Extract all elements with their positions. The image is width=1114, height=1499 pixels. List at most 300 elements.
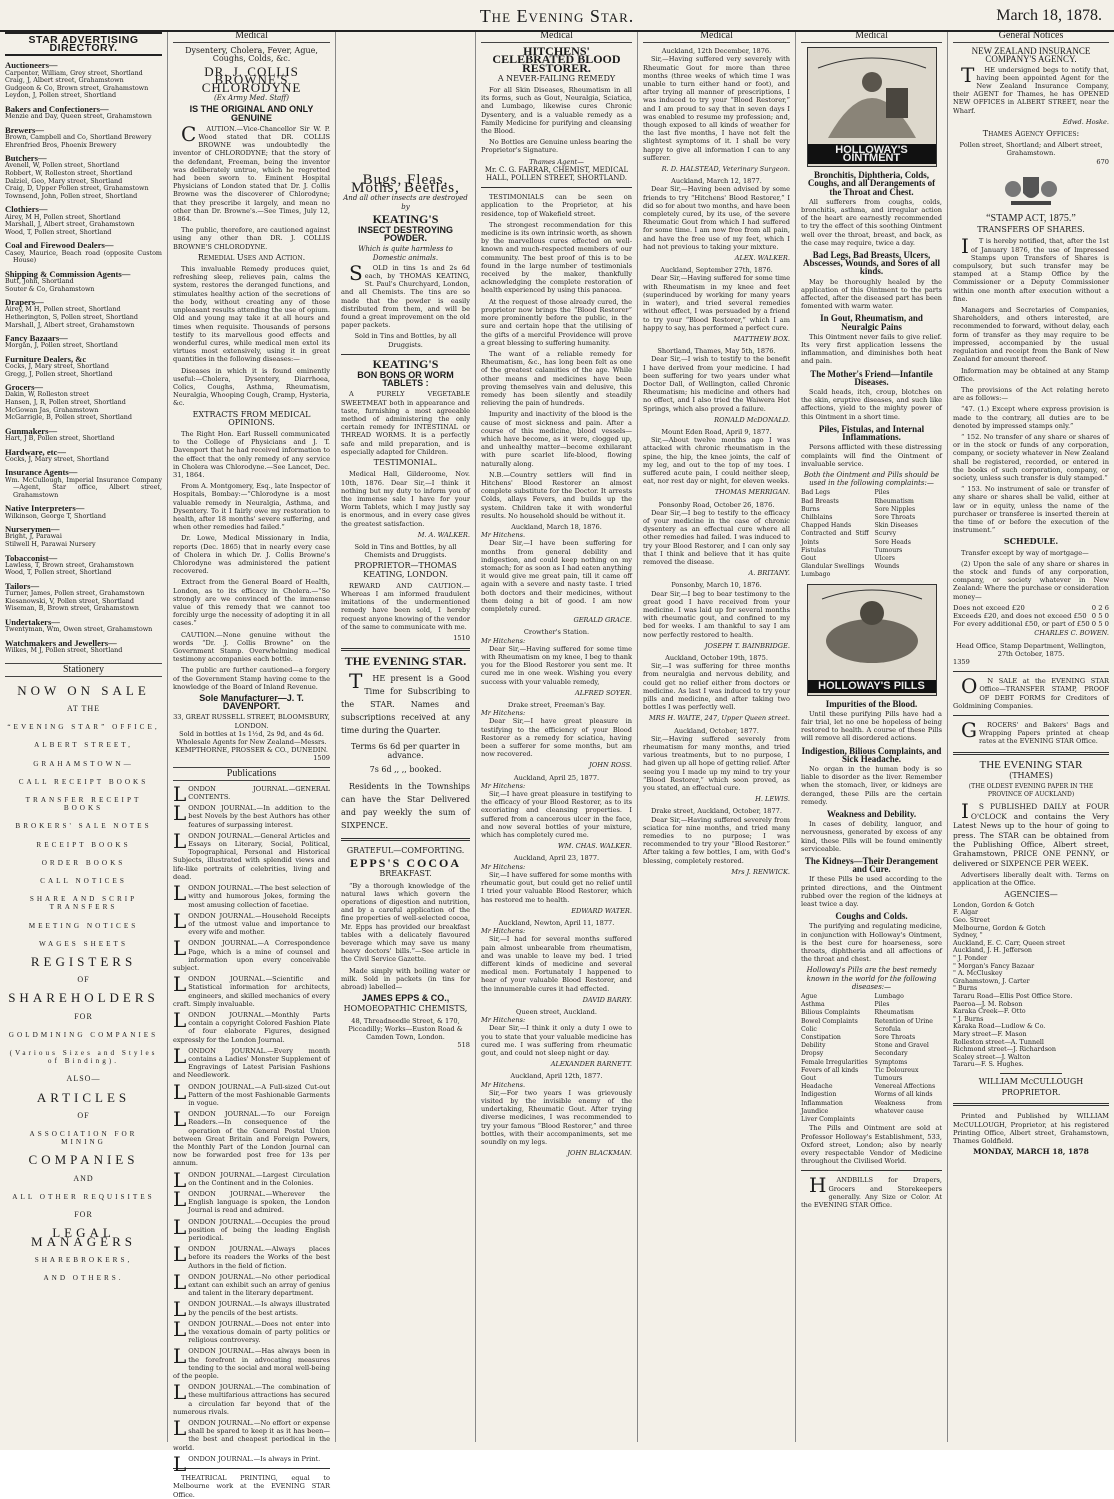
stationery-line: LEGAL MANAGERS [31,1225,136,1249]
chlorodyne-p8: Extract from the General Board of Health, London, as to its efficacy in Cholera.—“So strongly are we convinced of the immense value of this remedy that we cannot too forcibly urge the necessity of adopting it in all cases.” [173,578,330,628]
star-notice-p2: Residents in the Townships can have the Star Delivered and pay weekly the sum of SIXPENCE. [341,781,470,830]
publication-item: LONDON JOURNAL.—GENERAL CONTENTS. [173,781,330,806]
agency-entry: London, Gordon & Gotch [953,900,1035,909]
stamp-p5: “47. (1.) Except where express provision is made to the contrary, all duties are to be denoted by impressed stamps only.” [953,405,1109,430]
schedule-label: Does not exceed £20 [953,603,1025,612]
holloway-h8: Weakness and Debility. [826,808,917,819]
epps-p2: Made simply with boiling water or milk. Sold in packets (in tins for abroad) labelled— [341,966,470,992]
directory-category: Drapers— [5,297,44,308]
chlorodyne-agents: Wholesale Agents for New Zealand—Messrs. KEMPTHORNE, PROSSER & CO., DUNEDIN. [175,738,328,755]
letter-text: Dear Sir,—I have been suffering for months from general debility and indigestion, and could keep nothing on my stomach; for as soon as I had eaten anything it would give me great pain, till it came off again with a severe and nasty taste. I tried both doctors and their medicines, without them doing a bit of good. I am now completely cured. [481,539,632,613]
stationery-line: ASSOCIATION FOR MINING [29,1130,138,1147]
directory-entry: Souter & Co, Grahamstown [5,284,95,293]
letter-text: Dear Sir,—Having suffered for some time with Rheumatism in my knee and feet (superinduced by working for many years in water), and tried several remedies without effect, I was persuaded by a friend to try your “Blood Restorer,” which I am happy to say, has performed a perfect cure. [643,274,790,332]
hitchens-agent-head: Thames Agent— [529,157,584,166]
keating-testimonial: TESTIMONIAL. [373,458,438,468]
directory-entry: Hart, J B, Pollen street, Shortland [5,434,115,443]
holloway-pills-label: HOLLOWAY'S PILLS [808,680,936,692]
letter-text: Sir,—Having suffered severely from rheumatism for many months, and tried various treatments, but to no purpose, I had given up all hope of getting relief. After seeing you I made up my mind to try your “Blood Restorer,” which soon proved, as you stated, an effectual cure. [643,734,791,793]
directory-entry: Wilkes, M J, Pollen street, Shortland [5,646,123,654]
forms-notice: ON SALE at the EVENING STAR Office—TRANSFER STAMP, PROOF OF DEBT FORMS for Creditors of Goldmining Companies. [953,674,1109,710]
directory-entry: Craig, J, Albert street, Grahamstown [5,76,124,85]
letter-place: Auckland, April 23, 1877. [513,854,600,863]
epps-sub: BREAKFAST. [379,869,432,879]
directory-entry: Kiesanowski, V, Pollen street, Shortland [5,596,134,605]
directory-category: Shipping & Commission Agents— [5,268,131,279]
evening-star-sub2: (THE OLDEST EVENING PAPER IN THE PROVINCE OF AUCKLAND) [968,783,1094,799]
letter-signature: RONALD McDONALD. [714,415,790,424]
medical-head-1: Medical [173,32,330,43]
stationery-line: ORDER BOOKS [41,858,126,867]
publication-item: LONDON JOURNAL.—No effort or expense shall be spared to keep it as it has been—the best and cheapest periodical in the world. [173,1416,330,1452]
hitchens-p5: At the request of those already cured, the proprietor now brings the “Blood Restorer” more prominently before the public, in the sure and certain hope that the utilising of the gifts of a merciful Providence will prove a great blessing to suffering humanity. [481,297,632,347]
ailment-item: Lumbago [874,993,904,1001]
epps-title: EPPS'S COCOA [349,856,461,871]
directory-entry: Townsend, John, Pollen street, Shortland [5,191,138,200]
letter-text: Sir,—For two years I was grievously visited by the invisible enemy of the undertaking, Rheumatic Gout. After trying diverse medicines, I was recommended to try your famous “Blood Restorer,” and three bottles, with their accompaniments, set me soundly on my legs. [481,1088,632,1146]
ailment-item: Debility [801,1042,826,1050]
publication-item: LONDON JOURNAL.—Every month contains a Ladies' Monster Supplement of Engravings of Latest Parisian Fashions and Needlework. [173,1043,330,1080]
hitchens-letters-2 [643,47,790,876]
letter-place: Auckland, March 18, 1876. [511,522,602,531]
directory-entry: McGarrigle, B, Pollen street, Shortland [5,413,132,422]
ailment-item: Piles [874,1001,890,1009]
ailment-item: Lumbago [801,571,831,579]
stationery-line: ALL OTHER REQUISITES [12,1192,155,1201]
letter-signature: A. BRITANY. [748,569,790,578]
directory-entry: Robbert, W, Rolleston street, Shortland [5,168,133,177]
directory-category: Gunmakers— [5,425,58,436]
ailment-item: Retention of Urine [874,1017,933,1025]
ailment-item: Sore Heads [874,538,911,546]
ailment-item: Chilblains [801,513,833,521]
chlorodyne-p3: This invaluable Remedy produces quiet, refreshing sleep, relieves pain, calms the system, restores the deranged functions, and stimulates healthy action of the secretions of the body, without creating any of those unpleasant results attending the use of opium. Old and young may take it at all hours and times when requisite. Thousands of persons testify to its marvellous good effects and wonderful cures, while medical men extol its virtues most extensively, using it in great quantities in the following diseases:— [173,265,330,364]
agency-entry: Paeroa—J. M. Robson [953,999,1023,1008]
publication-item: LONDON JOURNAL.—Largest Circulation on the Continent and in the Colonies. [173,1167,330,1192]
ailment-item: Bad Breasts [801,497,839,505]
agency-entry: Richmond street—J. Richardson [953,1045,1056,1054]
holloway-h4: The Mother's Friend—Infantile Diseases. [810,368,933,387]
letter-text: Dear Sir,—I have great pleasure in testifying to the efficiency of your Blood Restorer as a remedy for sciatica, having been a sufferer for some months, but am now recovered. [481,717,632,759]
letter-place: Ponsonby Road, October 26, 1876. [658,500,775,509]
directory-category: Watchmakers and Jewellers— [5,637,117,648]
medical-head-3: Medical [643,32,790,43]
directory-category: Butchers— [5,153,47,164]
agency-entry: Rolleston street—A. Tunnell [953,1037,1044,1046]
stamp-act-sub: TRANSFERS OF SHARES. [977,225,1085,235]
keating-brand: KEATING'S [372,211,439,226]
directory-category: Tailors— [5,581,40,592]
directory-entry: Marshall, J, Albert street, Grahamstown [5,220,135,229]
stationery-line: GRAHAMSTOWN— [33,759,134,768]
letter-text: Sir,—I have suffered for some months with rheumatic gout, but could get no relief until I tried your valuable Blood Restorer, which has restored me to health. [481,870,632,904]
directory-category: Insurance Agents— [5,467,78,478]
holloway-p4: Scald heads, itch, croup, blotches on the skin, eruptive diseases, and such like affections, yield to the mighty power of this Ointment in a short time. [801,388,942,421]
letter-signature: JOHN BLACKMAN. [567,1149,632,1158]
proprietor-name: WILLIAM McCULLOUGH [978,1076,1084,1086]
stationery-line: FOR [74,1210,93,1220]
holloway-h6: Impurities of the Blood. [825,698,918,709]
holloway-p11: The Pills and Ointment are sold at Professor Holloway's Establishment, 533, Oxford street, London; also by nearly every respectable Vendor of Medicine throughout the Civilised World. [801,1124,942,1166]
ailment-item: Secondary Symptoms [874,1050,908,1066]
agency-entry: Grahamstown, J. Carter [953,976,1030,985]
star-notice-title: THE EVENING STAR. [344,654,467,669]
directory-entry: Cocks, J, Mary street, Shortland [5,362,109,371]
directory-category: Native Interpreters— [5,503,85,514]
publications-head: Publications [173,767,330,781]
directory-entry: Dakin, W, Rolleston street [5,390,89,399]
hitchens-p6: The want of a reliable remedy for Rheumatism, &c., has long been felt as one of the greatest calamities of the age. While other means and medicines have been proving themselves vain and delusive, this remedy has been silently and steadily relieving the pain of hundreds. [481,349,632,408]
holloway-list-2 [801,993,942,1124]
column-holloway [796,32,948,1442]
holloway-pills-illustration [807,584,937,696]
agency-entry: " A. McCluskey [953,969,1003,978]
directory-category: Bakers and Confectioners— [5,103,109,114]
letter-place: Auckland, April 12th, 1877. [510,1072,603,1081]
holloway-p5: Persons afflicted with these distressing complaints will find the Ointment of invaluable service. [801,443,942,468]
directory-entry: Wiseman, B, Brown street, Grahamstown [5,604,139,613]
keating-p1b: Sold in Tins and Bottles, by all Druggists. [354,332,457,349]
stationery-line: (Various Sizes and Styles of Binding). [9,1049,158,1066]
ailment-item: Weakness from whatever cause [874,1099,942,1115]
directory-entry: Lawless, T, Brown street, Grahamstown [5,560,134,569]
directory-entry: Bright, J, Parawai [5,532,62,541]
stationery-line: COMPANIES [28,1152,139,1168]
directory-category: Hardware, etc— [5,446,66,457]
keating-caution: REWARD AND CAUTION.—Whereas I am informed fraudulent imitations of the undermentioned remedy have been sold, I hereby request anyone knowing of the vendor of the same to communicate with me. [341,581,470,631]
letter-text: Sir,—I had for several months suffered pain almost unbearable from rheumatism, and was unable to leave my bed. I tried different kinds of medicine and several medical men. Fortunately I happened to hear of your valuable Blood Restorer, and the innumerable cures it had effected. [481,935,632,993]
column-directory [0,32,168,1442]
theatrical-printing: THEATRICAL PRINTING, equal to Melbourne work at the EVENING STAR Office. [173,1474,330,1499]
ailment-item: Gout [801,1075,817,1083]
epps-maker2: HOMOEOPATHIC CHEMISTS, [343,1004,468,1014]
agency-entry: Geo. Street [953,916,990,925]
stationery-line: WAGES SHEETS [39,939,128,948]
ailment-item: Skin Diseases [874,522,918,530]
chlorodyne-p7: Dr. Lowe, Medical Missionary in India, reports (Dec. 1865) that in nearly every case of Cholera in which Dr. J. Collis Browne's Chlorodyne was administered the patient recovered. [173,534,330,576]
letter-place: Auckland, 12th December, 1876. [661,47,772,56]
ailment-item: Tic Doloureux [874,1066,919,1074]
directory-category: Auctioneers— [5,60,58,71]
directory-entry: Gregg, J, Pollen street, Shortland [5,369,113,378]
chlorodyne-tagline: IS THE ORIGINAL AND ONLY GENUINE [189,104,314,123]
agency-entry: Tararu Road—Ellis Post Office Store. [953,992,1073,1001]
handbills-notice: HANDBILLS for Drapers, Grocers and Storekeepers generally. Any Size or Color. At the EVENING STAR Office. [801,1173,942,1209]
schedule-row [953,612,1109,620]
ailment-item: Venereal Affections [874,1083,936,1091]
star-notice-booked: 7s 6d ,, ,, booked. [369,764,442,774]
letter-recipient: Mr Hitchens: [481,862,526,871]
chlorodyne-title: DR. J. COLLIS BROWNE'S CHLORODYNE [201,63,302,96]
ailment-item: Bowel Complaints [801,1017,858,1025]
evening-star-title: THE EVENING STAR [979,758,1083,771]
ailment-item: Tumours [874,546,903,554]
directory-entry: Marshall, J, Albert street, Grahamstown [5,320,135,329]
letter-signature: ALFRED SOYER. [574,688,632,697]
coat-of-arms-icon [1001,169,1061,209]
publication-item: LONDON JOURNAL.—Occupies the proud position of being the leading English periodical. [173,1214,330,1243]
ailment-item: Rheumatism [874,1009,914,1017]
ailment-item: Headache [801,1083,833,1091]
holloway-h7: Indigestion, Bilious Complaints, and Sick Headache. [801,745,942,764]
ailment-item: Piles [874,489,890,497]
directory-entry: Dalziel, Geo, Mary street, Shortland [5,176,123,185]
letter-signature: DAVID BARRY. [582,995,632,1004]
directory-entry: Stilwell H, Parawai Nursery [5,540,96,549]
schedule-rows [953,604,1109,629]
chlorodyne-p5: The Right Hon. Earl Russell communicated to the College of Physicians and J. T. Davenport that he had received information to the effect that the only remedy of any service in Cholera was Chlorodyne.—See Lancet, Dec. 31, 1864. [173,429,330,479]
publication-item: LONDON JOURNAL.—Household Receipts of the utmost value and importance to every wife and mother. [173,908,330,937]
column-medical-1 [168,30,336,1499]
star-notice-p1: THE present is a Good Time for Subscribing to the STAR. Names and subscriptions received at any time during the Quarter. [341,669,470,736]
stationery-line: SHAREHOLDERS [8,990,159,1006]
letter-place: Auckland, Newton, April 11, 1877. [498,918,615,927]
ailment-item: Contracted and Stiff Joints [801,530,869,546]
column-hitchens-2 [638,32,796,1442]
directory-entry: Cocks, J, Mary street, Shortland [5,454,109,463]
holloway-h10: Coughs and Colds. [835,911,908,922]
nz-insurance-p: THE undersigned begs to notify that, having been appointed Agent for the New Zealand Insurance Company, their AGENT for Thames, he has OPENED NEW OFFICES in ALBERT STREET, near the Wharf. [953,62,1109,115]
letter-recipient: Mr Hitchens: [481,636,526,645]
agency-entry: Sydney, " [953,931,983,940]
stationery-line: AT THE [66,704,101,713]
directory-entry: Morgan, J, Pollen street, Shortland [5,341,118,350]
directory-entry: Wood, T, Pollen street, Shortland [5,227,112,236]
evening-star-p2: Advertisers liberally dealt with. Terms on application at the Office. [953,871,1109,888]
agency-entry: " Morgan's Fancy Bazaar [953,961,1035,970]
general-head: General Notices [953,32,1109,43]
stationery-line: FOR [74,1011,93,1021]
ailment-item: Sore Throats [874,1034,916,1042]
stationery-line: BROKERS' SALE NOTES [15,822,152,831]
letter-signature: EDWARD WATER. [571,906,632,915]
medical-head-4: Medical [801,32,942,43]
publication-item: LONDON JOURNAL.—Is always illustrated by the pencils of the best artists. [173,1297,330,1322]
ailment-item: Chapped Hands [801,522,852,530]
directory-category: Nurserymen— [5,524,60,535]
directory-category: Furniture Dealers, &c [5,353,87,364]
schedule-value: 0 5 0 [1091,611,1109,620]
letter-text: Dear Sir,—I wish to testify to the benefit I have derived from your medicine. I had been suffering for two years under what Doctor Dall, of Wellington, called Chronic Rheumatism; his medicine and others had no effect, and I also tried the Waiwera Hot Springs, which also proved a failure. [643,355,790,413]
directory-category: Undertakers— [5,617,60,627]
letter-recipient: Mr Hitchens. [481,1080,526,1089]
chlorodyne-p4: Diseases in which it is found eminently useful:—Cholera, Dysentery, Diarrhoea, Colics, Coughs, Asthma, Rheumatism, Neuralgia, Whooping Cough, Cramp, Hysteria, &c. [173,366,330,408]
epps-num: 518 [457,1041,470,1050]
masthead-title: The Evening Star. [479,6,635,26]
holloway-h3: In Gout, Rheumatism, and Neuralgic Pains [820,313,923,332]
publication-item: LONDON JOURNAL.—Always places before its readers the Works of the best Authors in the field of fiction. [173,1242,330,1270]
publication-item: LONDON JOURNAL.—The best selection of witty and humorous Jokes, forming the most amusing collection of facetiae. [173,881,330,909]
chlorodyne-p10: The public are further cautioned—a forgery of the Government Stamp having come to the knowledge of the Board of Inland Revenue. [173,666,330,691]
ailment-item: Fevers of all kinds [801,1066,859,1074]
directory-entry: Twentyman, Wm, Owen street, Grahamstown [5,625,153,634]
chlorodyne-num: 1509 [313,754,330,763]
ailment-item: Asthma [801,1001,825,1009]
stamp-p6: “ 152. No transfer of any share or shares of or in the stock or funds of any corporation, company, or society whatever in New Zealand shall be registered, recorded, or entered in the books of such corporation, company, or society, unless such transfer is duly stamped.” [953,432,1109,482]
holloway-h5: Piles, Fistulas, and Internal Inflammations. [818,423,925,443]
chlorodyne-banner: Dysentery, Cholera, Fever, Ague, Coughs, Colds, &c. [185,46,318,64]
ailment-item: Wounds [874,563,900,571]
keating-product2: BON BONS OR WORM TABLETS : [357,370,454,389]
holloway-h9: The Kidneys—Their Derangement and Cure. [804,856,939,875]
letter-signature: H. LEWIS. [755,795,790,804]
nz-num: 670 [1096,157,1109,166]
directory-entry: Hansen, J, R, Pollen street, Shortland [5,398,126,407]
ailment-item: Dropsy [801,1050,824,1058]
stationery-line: SHAREBROKERS, [34,1255,133,1264]
star-notice-terms: Terms 6s 6d per quarter in advance. [350,742,461,760]
agency-entry: " Burns [953,984,978,993]
directory-entry: Casey, Maurice, Beach road (opposite Custom House) [5,248,162,265]
chlorodyne-h3: EXTRACTS FROM MEDICAL OPINIONS. [192,409,311,427]
royal-arms-illustration [953,169,1109,211]
ailment-item: Ague [801,993,818,1001]
directory-entry: Wood, T, Pollen street, Shortland [5,568,112,577]
agency-entry: Melbourne, Gordon & Gotch [953,923,1046,932]
hitchens-sub: A NEVER-FAILING REMEDY [497,73,616,83]
agency-entry: Tararu—F. S. Hughes. [953,1060,1024,1069]
letter-signature: MATTHEW BOX. [733,334,790,343]
stationery-line: AND OTHERS. [43,1273,124,1282]
stationery-line: AND [73,1173,94,1183]
publications-list [173,781,330,1476]
directory-category: Tobacconist— [5,552,58,563]
chlorodyne-maker: Sole Manufacturer—J. T. DAVENPORT. [199,693,304,712]
holloway-p9: If these Pills be used according to the printed directions, and the Ointment rubbed over the region of the kidneys at least twice a day. [801,875,942,909]
directory-entry: Turner, James, Pollen street, Grahamstown [5,589,145,598]
letter-place: Auckland, October 19th, 1875. [665,654,768,663]
directory-entry: Airey, M H, Pollen street, Shortland [5,212,121,221]
publication-item: LONDON JOURNAL.—In addition to the best Novels by the best Authors has other features of surpassing interest. [173,801,330,829]
schedule-label: Exceeds £20, and does not exceed £50 [953,611,1087,620]
ailment-item: Jaundice [801,1107,829,1115]
letter-text: Sir,—About twelve months ago I was attacked with chronic rheumatism in the spine, the hip, the knee joints, the calf of my leg, and out to the top of my toes. I suffered acute pain, I could neither sleep, eat, nor rest day or night, for eleven weeks. [643,436,790,486]
letter-signature: MRS H. WAITE, 247, Upper Queen street. [649,714,790,723]
stationery-line: MEETING NOTICES [28,921,139,930]
ailment-item: Scrofula [874,1025,901,1033]
stationery-line: REGISTERS [30,954,137,970]
publication-item: LONDON JOURNAL.—A Full-sized Cut-out Pattern of the most Fashionable Garments in vogue. [173,1079,330,1107]
holloway-h1: Bronchitis, Diphtheria, Colds, Coughs, and all Derangements of the Throat and Chest. [807,170,936,197]
publication-item: LONDON JOURNAL.—Does not enter into the vexatious domain of party politics or religious controversy. [173,1316,330,1345]
letter-place: Auckland, October, 1877. [674,726,759,735]
publication-item: LONDON JOURNAL.—General Articles and Essays on Literary, Social, Political, Topographical, Personal and Historical Subjects, illustrated with splendid views and life-like portraits of celebrities, living and dead. [173,828,330,881]
letter-text: Dear Sir,—Having suffered severely from sciatica for nine months, and tried many remedies to no purpose; I was recommended to try your “Blood Restorer.” After taking a few bottles, I am, with God's blessing, completely restored. [643,815,790,865]
holloway-p10: The purifying and regulating medicine, in conjunction with Holloway's Ointment, is the best cure for hoarseness, sore throats, diphtheria and all affections of the throat and chest. [801,922,942,964]
letter-text: Sir,—Having suffered very severely with Rheumatic Gout for more than three months (three weeks of which time I was unable to turn either hand or foot), and after trying all manner of prescriptions, I was induced to try your “Blood Restorer,” and I am proud to say that in seven days I was enabled to resume my profession; and, though exposed to all kinds of weather for the last five months, I have not felt the slightest symptoms of it. I shall be very happy to give all information I can to any sufferer. [643,55,790,162]
ailment-item: Bad Legs [801,489,831,497]
schedule-row [953,620,1109,628]
keating-product1: INSECT DESTROYING POWDER. [357,225,453,244]
letter-place: Drake street, Freeman's Bay. [507,701,606,710]
ailment-item: Scurvy [874,530,897,538]
column-keating [336,32,476,1442]
hitchens-title: HITCHENS' CELEBRATED BLOOD RESTORER. [492,44,621,75]
imprint-date: MONDAY, MARCH 18, 1878 [973,1147,1089,1157]
directory-entry: Avenell, W, Pollen street, Shortland [5,161,120,170]
schedule-label: For every additional £50, or part of £50 [953,620,1090,629]
masthead [0,0,1114,32]
pills-figure-icon [808,585,936,671]
directory-category: Coal and Firewood Dealers— [5,240,114,251]
bags-notice: GROCERS' and Bakers' Bags and Wrapping Papers printed at cheap rates at the EVENING STAR Office. [961,718,1109,746]
letter-place: Crowther's Station. [523,628,590,637]
letter-signature: ALEX. WALKER. [734,254,790,263]
agency-entry: " J. Burns [953,1014,984,1023]
stationery-line: ALBERT STREET, [34,741,133,750]
publication-item: LONDON JOURNAL.—Wherever the English language is spoken, the London Journal is read and admired. [173,1187,330,1215]
agency-entry: Auckland, E. C. Carr, Queen street [953,938,1066,947]
letter-text: Sir,—I have great pleasure in testifying to the efficacy of your Blood Restorer, as to its excoriating and cleansing properties. I suffered from a cancerous ulcer in the face, and now several bottles of your mixture, which has completely cured me. [481,790,632,840]
letter-place: Auckland, March 12, 1877. [671,177,762,186]
agencies-title: AGENCIES— [1004,889,1058,899]
holloway-p2: May be thoroughly healed by the application of this Ointment to the parts affected, after the diseased part has been fomented with warm water. [801,277,942,311]
directory-entry: Menzie and Day, Queen street, Grahamstown [5,112,152,121]
holloway-ointment-illustration [807,47,937,167]
keating-sub: And all other insects are destroyed by [343,194,468,211]
stationery-line: TRANSFER RECEIPT BOOKS [25,796,142,813]
schedule-value: 0 5 0 [1091,620,1109,629]
directory-entry: Brown, Campbell and Co, Shortland Brewery [5,132,152,141]
directory-category: Brewers— [5,124,44,135]
letter-place: Auckland, April 25, 1877. [513,773,600,782]
ailment-item: Colic [801,1025,817,1033]
nz-agency: Thames Agency Offices: [982,129,1080,139]
keating-brand-2: KEATING'S [372,356,439,371]
stationery-line: NOW ON SALE [17,682,150,698]
letter-signature: GERALD GRACE. [573,616,632,625]
holloway-list [801,489,942,579]
chlorodyne-price: Sold in bottles at 1s 1½d, 2s 9d, and 4s 6d. [179,729,324,738]
holloway-p1: All sufferers from coughs, colds, bronchitis, asthma, and irregular action of the heart are earnestly recommended to try the effect of this soothing Ointment well over the throat, breast, and back, as the case may require, twice a day. [801,197,942,247]
column-hitchens [476,32,638,1442]
agency-entry: Auckland, J. H. Jefferson [953,946,1033,955]
directory-entry: Gudgeon & Co, Brown street, Grahamstown [5,83,149,92]
keating-p2: A PURELY VEGETABLE SWEETMEAT both in appearance and taste, furnishing a most agreeable method of administering the only certain remedy for INTESTINAL or THREAD WORMS. It is a perfectly safe and mild preparation, and is especially adapted for Children. [341,390,470,456]
schedule-num: 1359 [953,658,970,666]
medical-head-2: Medical [481,32,632,43]
stationery-line: “EVENING STAR” OFFICE, [7,723,160,732]
stationery-list [5,682,162,1282]
hitchens-agent: Mr. C. G. FARRAR, CHEMIST, MEDICAL HALL, POLLEN STREET, SHORTLAND. [484,165,629,183]
keating-p3: Medical Hall, Gilderoome, Nov. 10th, 1876. Dear Sir,—I think it nothing but my duty to inform you of the immense sale I have for your Worm Tablets, which I may justly say is enormous, and in every case gives the greatest satisfaction. [341,470,470,528]
letter-text: Dear Sir,—Having been advised by some friends to try “Hitchens' Blood Restorer,” I did so for about two months, and have been completely cured, by its use, of the severe Rheumatic Gout from which I had suffered for some time. I am now free from all pain, and have the free use of my feet, which I had not previous to taking your mixture. [643,185,790,251]
chlorodyne-p9: CAUTION.—None genuine without the words “Dr. J. Collis Browne” on the Government Stamp. Overwhelming medical testimony accompanies each bottle. [173,630,330,664]
agency-entry: Karaka Creek—F. Otto [953,1007,1026,1016]
holloway-p6: Until these purifying Pills have had a fair trial, let no one be hopeless of being restored to health. A course of these Pills will remove all disordered actions. [801,709,942,743]
schedule-sub: Transfer except by way of mortgage— [961,548,1089,557]
ailment-item: Sore Throats [874,513,916,521]
stationery-head: Stationery [5,663,162,677]
stationery-line: RECEIPT BOOKS [36,840,131,849]
publication-item: LONDON JOURNAL.—Is always in Print. [173,1451,321,1476]
holloway-p7: No organ in the human body is so liable to disorder as the liver. Remember when the stomach, liver, or kidneys are deranged, these Pills are the certain remedy. [801,764,942,806]
letter-text: Dear Sir,—Having suffered for some time with Rheumatism on my knee, I beg to thank you for the Blood Restorer you sent me. It cured me in one week. Wishing you every success with your valuable remedy, [481,644,632,686]
directory-title: STAR ADVERTISING DIRECTORY. [5,32,162,56]
epps-head: GRATEFUL—COMFORTING. [346,845,465,855]
ailment-item: Inflammation [801,1099,843,1107]
letter-recipient: Mr Hitchens: [481,709,526,718]
ailment-item: Liver Complaints [801,1116,855,1124]
publication-item: LONDON JOURNAL.—To our Foreign Readers.—In consequence of the operation of the General Postal Union between Great Britain and Foreign Powers, the Monthly Part of the London Journal can now be forwarded post free for 13s per annum. [173,1107,330,1168]
stationery-line: ARTICLES [36,1089,131,1105]
agency-entry: F. Algar [953,908,979,917]
letter-signature: ALEXANDER BARNETT. [550,1060,632,1069]
holloway-p8: In cases of debility, languor, and nervousness, generated by excess of any kind, these Pills will be found eminently serviceable. [801,820,942,853]
letter-recipient: Mr Hitchens: [481,927,526,936]
stationery-line: OF [77,1110,90,1120]
chlorodyne-p1: CAUTION.—Vice-Chancellor Sir W. P. Wood stated that DR. COLLIS BROWNE was undoubtedly the inventor of CHLORODYNE; that the story of the defendant, Freeman, being the inventor was deliberately untrue, which he regretted had been sworn to. Eminent Hospital Physicians of London stated that Dr. J. Collis Browne was the discoverer of Chlorodyne; that they prescribe it largely, and mean no other than Dr. Browne's.—See Times, July 12, 1864. [173,121,330,224]
